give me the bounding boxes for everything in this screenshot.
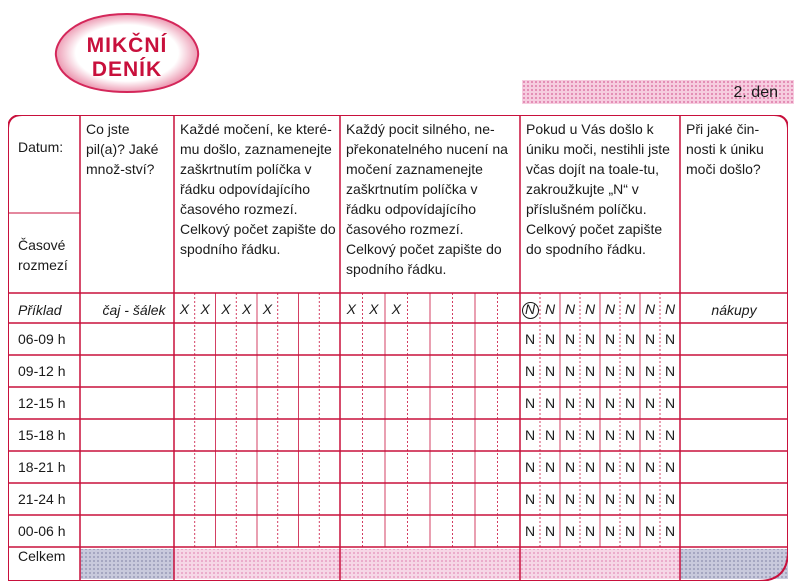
header-drink: Co jste pil(a)? Jaké množ-ství? <box>86 121 159 177</box>
header-time: Časové rozmezí <box>18 237 68 273</box>
time-row-label: 00-06 h <box>18 523 66 539</box>
leak-n-mark[interactable]: N <box>564 427 576 443</box>
example-void-mark: X <box>221 301 231 317</box>
leak-n-mark[interactable]: N <box>524 427 536 443</box>
leak-n-mark[interactable]: N <box>644 459 656 475</box>
leak-n-mark[interactable]: N <box>604 427 616 443</box>
leak-n-mark[interactable]: N <box>564 459 576 475</box>
leak-n-mark[interactable]: N <box>544 427 556 443</box>
leak-n-mark[interactable]: N <box>584 395 596 411</box>
leak-n-mark[interactable]: N <box>624 363 636 379</box>
leak-n-mark[interactable]: N <box>524 363 536 379</box>
leak-n-mark[interactable]: N <box>544 523 556 539</box>
example-leak-mark: N <box>544 301 556 317</box>
leak-n-mark[interactable]: N <box>664 395 676 411</box>
leak-n-mark[interactable]: N <box>584 523 596 539</box>
leak-n-mark[interactable]: N <box>584 331 596 347</box>
total-fill-drink <box>80 549 174 579</box>
diary-table <box>8 115 788 581</box>
example-leak-mark: N <box>644 301 656 317</box>
logo-line1: MIKČNÍ <box>86 34 168 57</box>
total-label: Celkem <box>18 548 66 564</box>
leak-n-mark[interactable]: N <box>664 427 676 443</box>
example-leak-mark: N <box>664 301 676 317</box>
leak-n-mark[interactable]: N <box>584 363 596 379</box>
leak-n-mark[interactable]: N <box>524 331 536 347</box>
leak-n-mark[interactable]: N <box>604 523 616 539</box>
time-row-label: 12-15 h <box>18 395 66 411</box>
header-date: Datum: <box>18 139 64 155</box>
leak-n-mark[interactable]: N <box>524 491 536 507</box>
leak-n-mark[interactable]: N <box>604 459 616 475</box>
leak-n-mark[interactable]: N <box>664 523 676 539</box>
leak-n-mark[interactable]: N <box>564 395 576 411</box>
day-label: 2. den <box>733 84 778 101</box>
leak-n-mark[interactable]: N <box>624 427 636 443</box>
example-leak-mark: N <box>524 301 536 317</box>
header-urge: Každý pocit silného, ne-překonatelného nucení na močení zaznamenejte zaškrtnutím políčka v řádku odpovídajícího časového rozmezí. Celkový počet zapište do spodního řádku. <box>346 121 508 277</box>
leak-n-mark[interactable]: N <box>544 459 556 475</box>
leak-n-mark[interactable]: N <box>644 395 656 411</box>
total-fill-activity <box>680 549 788 579</box>
leak-n-mark[interactable]: N <box>644 523 656 539</box>
leak-n-mark[interactable]: N <box>544 491 556 507</box>
leak-n-mark[interactable]: N <box>604 491 616 507</box>
leak-n-mark[interactable]: N <box>544 395 556 411</box>
leak-n-mark[interactable]: N <box>604 363 616 379</box>
leak-n-mark[interactable]: N <box>624 523 636 539</box>
leak-n-mark[interactable]: N <box>584 491 596 507</box>
leak-n-mark[interactable]: N <box>604 331 616 347</box>
header-void: Každé močení, ke které-mu došlo, zaznamenejte zaškrtnutím políčka v řádku odpovídajícího časového rozmezí. Celkový počet zapište do spodního řádku. <box>180 121 336 257</box>
example-urge-mark: X <box>369 301 379 317</box>
example-void-mark: X <box>241 301 252 317</box>
leak-n-mark[interactable]: N <box>564 363 576 379</box>
logo-line2: DENÍK <box>91 58 163 81</box>
time-row-label: 09-12 h <box>18 363 66 379</box>
logo <box>52 12 202 94</box>
leak-n-mark[interactable]: N <box>544 363 556 379</box>
leak-n-mark[interactable]: N <box>624 331 636 347</box>
total-fill-void-urge <box>174 549 520 579</box>
leak-n-mark[interactable]: N <box>624 395 636 411</box>
time-row-label: 15-18 h <box>18 427 66 443</box>
example-label: Příklad <box>18 302 62 318</box>
example-leak-mark: N <box>604 301 616 317</box>
leak-n-mark[interactable]: N <box>524 459 536 475</box>
leak-n-mark[interactable]: N <box>584 459 596 475</box>
leak-n-mark[interactable]: N <box>644 363 656 379</box>
time-row-label: 06-09 h <box>18 331 66 347</box>
leak-n-mark[interactable]: N <box>644 491 656 507</box>
leak-n-mark[interactable]: N <box>604 395 616 411</box>
leak-n-mark[interactable]: N <box>624 459 636 475</box>
leak-n-mark[interactable]: N <box>564 491 576 507</box>
header-leak: Pokud u Vás došlo k úniku moči, nestihli jste včas dojít na toale-tu, zakroužkujte „N“ v příslušném políčku. Celkový počet zapište do spodního řádku. <box>526 121 670 257</box>
example-void-mark: X <box>179 301 190 317</box>
example-activity: nákupy <box>711 302 757 318</box>
leak-n-mark[interactable]: N <box>644 427 656 443</box>
example-leak-mark: N <box>564 301 576 317</box>
leak-n-mark[interactable]: N <box>524 395 536 411</box>
example-leak-mark: N <box>624 301 636 317</box>
circled-n-mark <box>522 302 539 319</box>
leak-n-mark[interactable]: N <box>564 523 576 539</box>
example-urge-mark: X <box>391 301 401 317</box>
leak-n-mark[interactable]: N <box>624 491 636 507</box>
time-row-label: 18-21 h <box>18 459 66 475</box>
example-void-mark: X <box>200 301 210 317</box>
example-leak-mark: N <box>584 301 596 317</box>
leak-n-mark[interactable]: N <box>664 363 676 379</box>
example-void-mark: X <box>262 301 273 317</box>
total-fill-leak <box>520 549 680 579</box>
leak-n-mark[interactable]: N <box>524 523 536 539</box>
leak-n-mark[interactable]: N <box>564 331 576 347</box>
leak-n-mark[interactable]: N <box>664 491 676 507</box>
leak-n-mark[interactable]: N <box>584 427 596 443</box>
time-row-label: 21-24 h <box>18 491 66 507</box>
example-urge-mark: X <box>346 301 356 317</box>
leak-n-mark[interactable]: N <box>664 331 676 347</box>
example-drink: čaj - šálek <box>102 302 166 318</box>
leak-n-mark[interactable]: N <box>544 331 556 347</box>
header-activity: Při jaké čin-nosti k úniku moči došlo? <box>686 121 764 177</box>
leak-n-mark[interactable]: N <box>644 331 656 347</box>
leak-n-mark[interactable]: N <box>664 459 676 475</box>
